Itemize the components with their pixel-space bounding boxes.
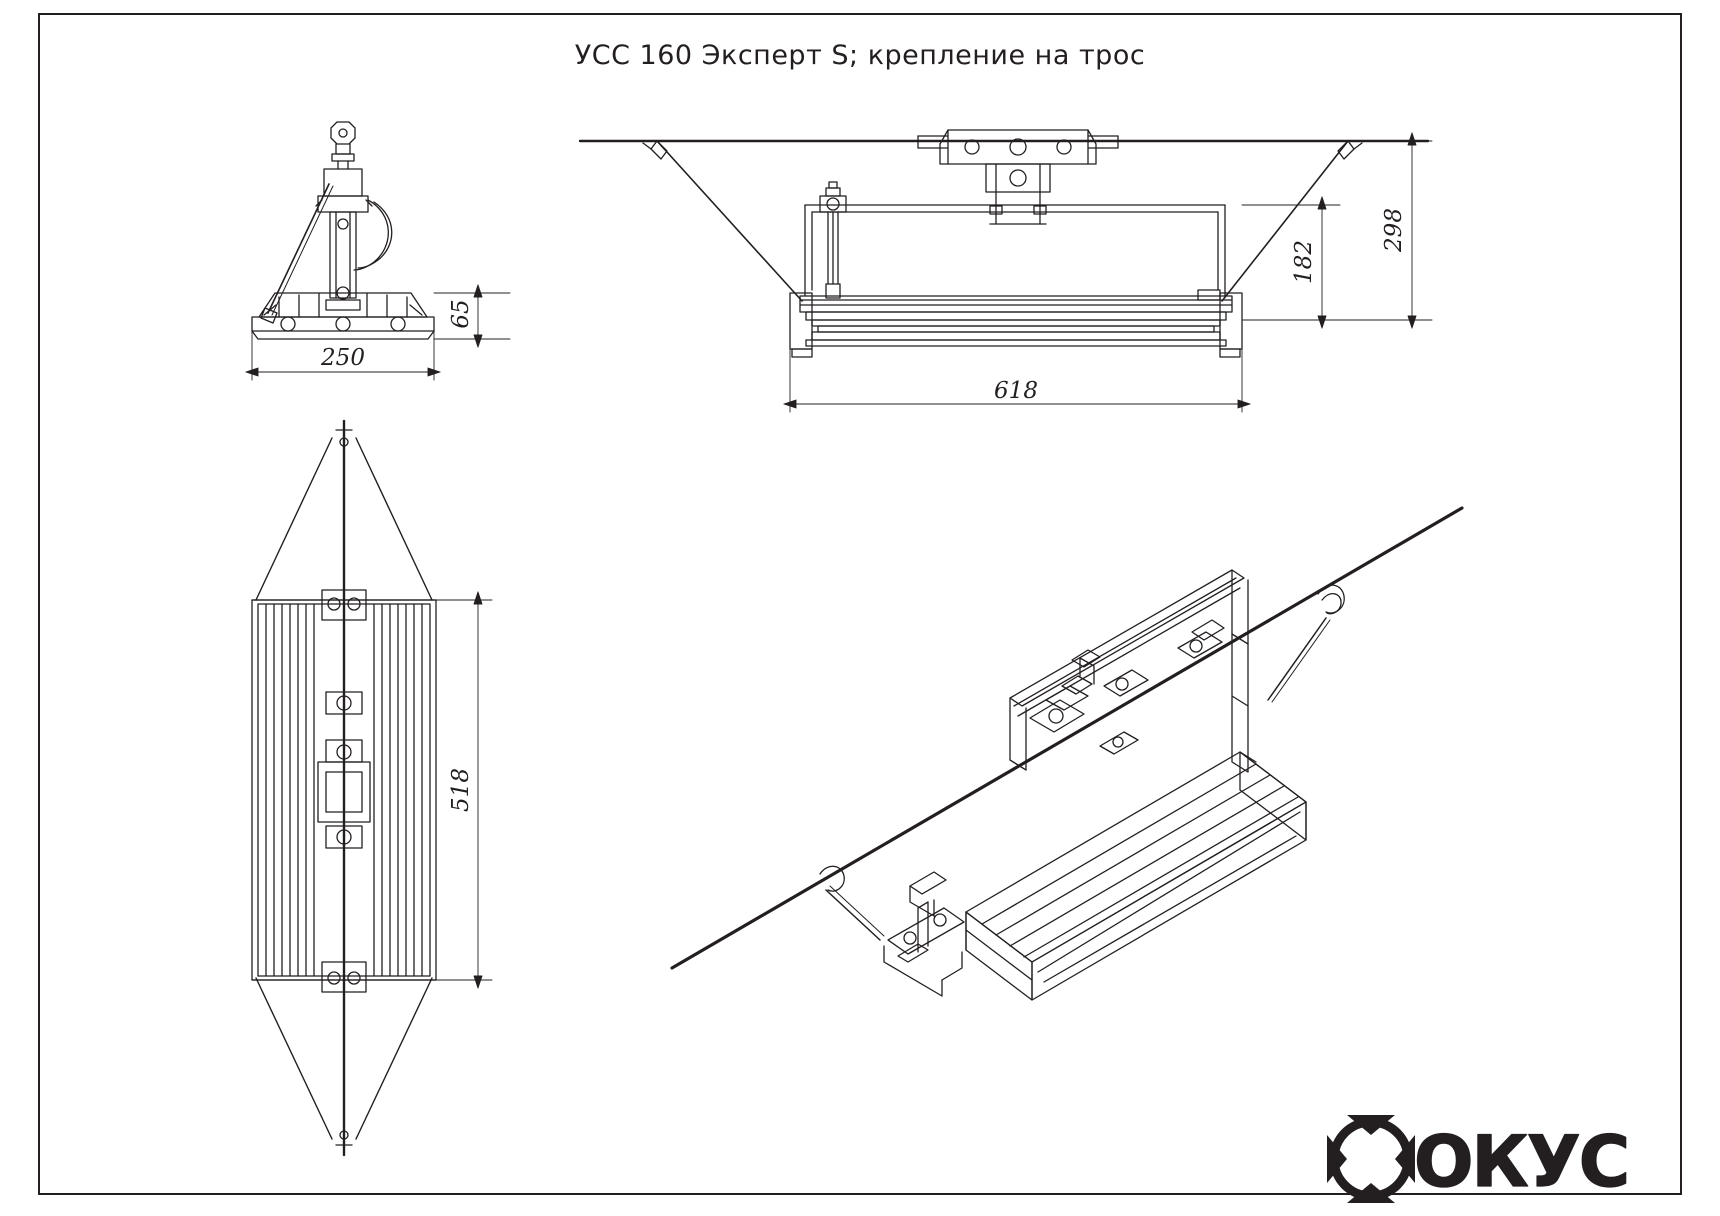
iso-mount-rail	[1010, 570, 1248, 770]
mount-bracket	[316, 169, 372, 299]
dim-label-250: 250	[321, 345, 365, 371]
company-logo	[1327, 1115, 1628, 1203]
dim-label-182: 182	[1291, 240, 1317, 284]
logo-wordmark: ОКУС	[1414, 1121, 1629, 1203]
sling-wire-left	[643, 141, 802, 301]
iso-luminaire-body	[966, 752, 1306, 1000]
dim-label-298: 298	[1381, 208, 1407, 252]
cable-loop	[354, 200, 392, 270]
side-view-top-left	[246, 122, 510, 380]
cable-clamp	[918, 130, 1118, 214]
dim-label-518: 518	[448, 768, 474, 812]
bracket-frame	[805, 205, 1225, 296]
swivel-joint-right	[1198, 290, 1220, 300]
iso-end-bracket-right	[1232, 634, 1256, 772]
support-cable-vertical	[336, 421, 352, 1155]
luminaire-body-section	[252, 293, 434, 339]
focus-emblem-icon	[1327, 1115, 1415, 1203]
tension-wire	[261, 184, 333, 323]
dim-label-65: 65	[448, 299, 474, 329]
swivel-hook	[331, 122, 355, 169]
swivel-joint-left	[820, 182, 846, 298]
dim-label-618: 618	[994, 378, 1038, 404]
isometric-view	[672, 508, 1462, 1000]
iso-hook-right	[1268, 585, 1344, 702]
iso-end-bracket-left	[884, 872, 964, 996]
luminaire-housing	[790, 293, 1242, 357]
dimension-labels	[320, 208, 1407, 812]
page-title: УСС 160 Эксперт S; крепление на трос	[574, 40, 1146, 71]
iso-support-cable	[672, 508, 1462, 968]
